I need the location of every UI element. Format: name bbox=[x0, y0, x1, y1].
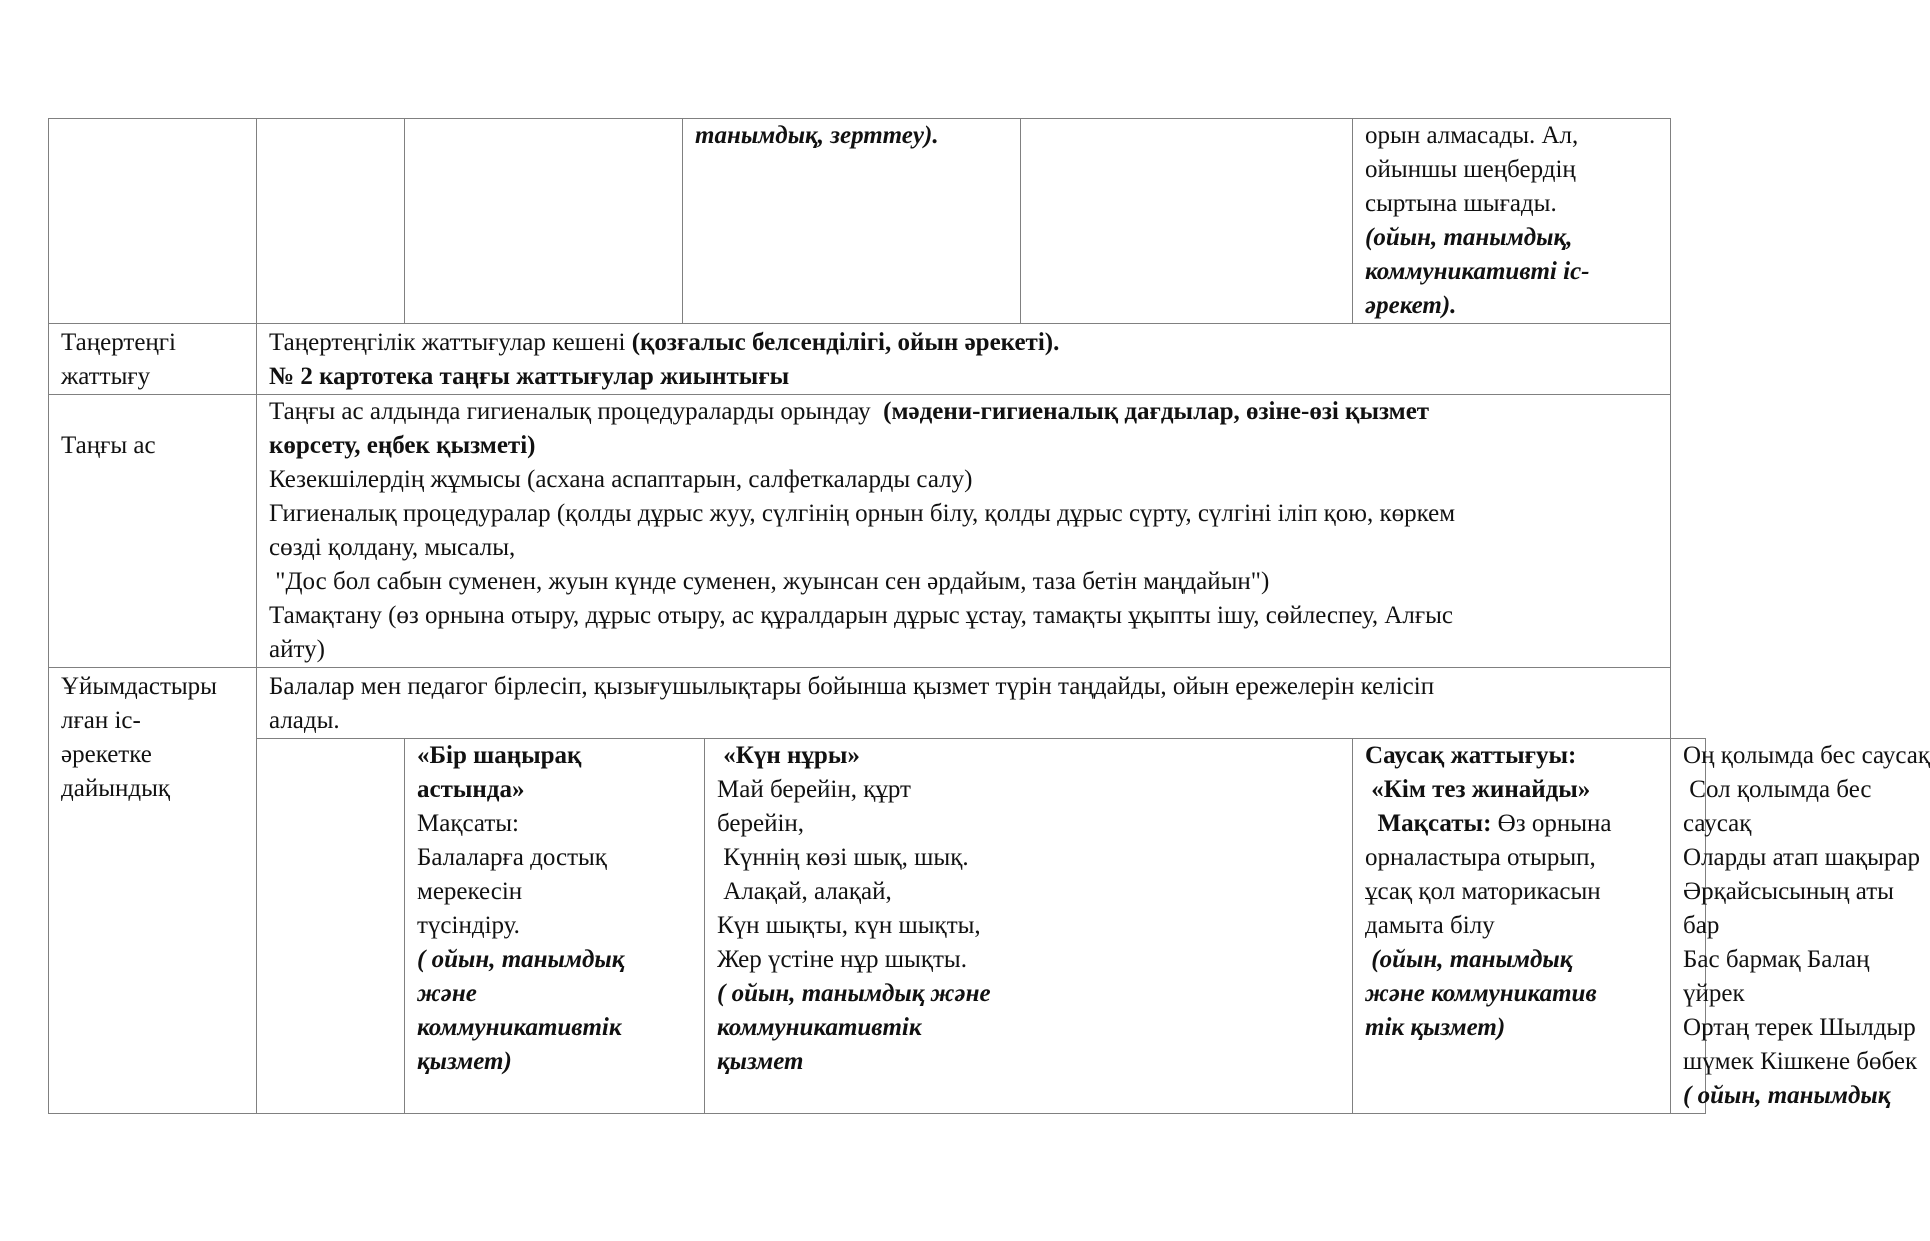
activity-title: Саусақ жаттығуы: bbox=[1365, 742, 1577, 769]
row-label-line: дайындық bbox=[61, 775, 171, 802]
activity-tag: ( ойын, танымдық bbox=[417, 946, 625, 973]
cell-morning-exercise bbox=[257, 324, 1671, 395]
table-row-morning-exercise bbox=[49, 324, 1706, 395]
activity-tag: коммуникативтік bbox=[717, 1014, 922, 1041]
activity-text: үйрек bbox=[1683, 980, 1745, 1007]
breakfast-text: Таңғы ас алдында гигиеналық процедураларды орындау bbox=[269, 398, 884, 425]
activity-title: астында» bbox=[417, 776, 525, 803]
schedule-table bbox=[48, 118, 1930, 1114]
activity-goal-line bbox=[1365, 807, 1658, 841]
activity-text: мерекесін bbox=[417, 878, 523, 905]
breakfast-tag: көрсету, еңбек қызметі) bbox=[269, 432, 536, 459]
activity-text: Балаларға достық bbox=[417, 844, 607, 871]
activity-tag: қызмет bbox=[717, 1048, 804, 1075]
activity-tag: (ойын, танымдық bbox=[1365, 946, 1573, 973]
activity-text: Сол қолымда бес bbox=[1683, 776, 1872, 803]
row-label-line: Таңғы ас bbox=[61, 432, 156, 459]
cell-activity-finger-rhyme bbox=[1671, 739, 1930, 1114]
cell-label-morning-exercise bbox=[49, 324, 257, 395]
row-label-line: әрекетке bbox=[61, 741, 152, 768]
activity-title: «Бір шаңырақ bbox=[417, 742, 582, 769]
table-row-continuation bbox=[49, 119, 1706, 324]
cell-label-preparation bbox=[49, 668, 257, 1114]
activity-text: Ортаң терек Шылдыр bbox=[1683, 1014, 1916, 1041]
activity-text: Әрқайсысының аты bbox=[1683, 878, 1894, 905]
activity-tag: және коммуникатив bbox=[1365, 980, 1597, 1007]
activity-text: Оларды атап шақырар bbox=[1683, 844, 1921, 871]
game-rules-line: ойыншы шеңбердің bbox=[1365, 156, 1576, 183]
game-rules-tag: коммуникативті іс- bbox=[1365, 258, 1590, 285]
morning-exercise-text: Таңертеңгілік жаттығулар кешені bbox=[269, 329, 632, 356]
table-row-preparation-intro bbox=[49, 668, 1706, 739]
preparation-intro-text: Балалар мен педагог бірлесіп, қызығушылықтары бойынша қызмет түрін таңдайды, ойын ережелерін келісіп bbox=[269, 673, 1435, 700]
activity-text: Күн шықты, күн шықты, bbox=[717, 912, 981, 939]
activity-text: саусақ bbox=[1683, 810, 1752, 837]
activity-text: Оң қолымда бес саусақ bbox=[1683, 742, 1930, 769]
activity-text: ұсақ қол маторикасын bbox=[1365, 878, 1601, 905]
game-rules-tag: әрекет). bbox=[1365, 292, 1457, 319]
row-label-line: Таңертеңгі bbox=[61, 329, 176, 356]
row-label-line: Ұйымдастыры bbox=[61, 673, 217, 700]
activity-text: Өз орнына bbox=[1491, 810, 1612, 837]
cell-activity-kun-nury bbox=[705, 739, 1353, 1114]
activity-text: түсіндіру. bbox=[417, 912, 520, 939]
cell-label-breakfast bbox=[49, 395, 257, 668]
activity-text: Жер үстіне нұр шықты. bbox=[717, 946, 967, 973]
activity-tag: қызмет) bbox=[417, 1048, 512, 1075]
cell-empty bbox=[1021, 119, 1353, 324]
activity-tag: ( ойын, танымдық bbox=[1683, 1082, 1891, 1109]
activity-tag: коммуникативтік bbox=[417, 1014, 622, 1041]
cell-empty bbox=[257, 739, 405, 1114]
breakfast-text: айту) bbox=[269, 636, 325, 663]
activity-title: «Күн нұры» bbox=[717, 742, 860, 769]
game-rules-line: сыртына шығады. bbox=[1365, 190, 1557, 217]
activity-text: дамыта білу bbox=[1365, 912, 1495, 939]
activity-title: «Кім тез жинайды» bbox=[1365, 776, 1591, 803]
cell-activity-note bbox=[683, 119, 1021, 324]
activity-tag: және bbox=[417, 980, 477, 1007]
breakfast-text: "Дос бол сабын суменен, жуын күнде суменен, жуынсан сен әрдайым, таза бетін маңдайын") bbox=[269, 568, 1270, 595]
cell-label-empty bbox=[49, 119, 257, 324]
breakfast-tag: (мәдени-гигиеналық дағдылар, өзіне-өзі қызмет bbox=[883, 398, 1430, 425]
activity-text: Бас бармақ Балаң bbox=[1683, 946, 1870, 973]
activity-text: бар bbox=[1683, 912, 1720, 939]
breakfast-text: Кезекшілердің жұмысы (асхана аспаптарын, салфеткаларды салу) bbox=[269, 466, 973, 493]
cell-game-rules bbox=[1353, 119, 1671, 324]
activity-text: шүмек Кішкене бөбек bbox=[1683, 1048, 1918, 1075]
table-row-preparation-activities bbox=[49, 739, 1706, 1114]
activity-tag: тік қызмет) bbox=[1365, 1014, 1506, 1041]
activity-text: Май берейін, құрт bbox=[717, 776, 911, 803]
game-rules-tag: (ойын, танымдық, bbox=[1365, 224, 1573, 251]
activity-tag: ( ойын, танымдық және bbox=[717, 980, 991, 1007]
activity-text: Мақсаты: bbox=[417, 810, 519, 837]
activity-text: Алақай, алақай, bbox=[717, 878, 892, 905]
breakfast-text: Гигиеналық процедуралар (қолды дұрыс жуу, сүлгінің орнын білу, қолды дұрыс сүрту, сүлгіні іліп қою, көркем bbox=[269, 500, 1456, 527]
activity-text: берейін, bbox=[717, 810, 805, 837]
morning-exercise-cardfile: № 2 картотека таңғы жаттығулар жиынтығы bbox=[269, 363, 790, 390]
morning-exercise-line bbox=[269, 326, 1658, 360]
cell-breakfast bbox=[257, 395, 1671, 668]
table-row-breakfast bbox=[49, 395, 1706, 668]
breakfast-text: Тамақтану (өз орнына отыру, дұрыс отыру, ас құралдарын дұрыс ұстау, тамақты ұқыпты ішу, сөйлеспеу, Алғыс bbox=[269, 602, 1454, 629]
preparation-intro-text: алады. bbox=[269, 707, 340, 734]
activity-goal-label: Мақсаты: bbox=[1365, 810, 1492, 837]
activity-text: орналастыра отырып, bbox=[1365, 844, 1596, 871]
row-label-line: лған іс- bbox=[61, 707, 141, 734]
activity-text: Күннің көзі шық, шық. bbox=[717, 844, 969, 871]
cell-empty bbox=[405, 119, 683, 324]
cell-empty bbox=[257, 119, 405, 324]
activity-note-text: танымдық, зерттеу). bbox=[695, 122, 939, 149]
breakfast-line bbox=[269, 395, 1658, 429]
breakfast-text: сөзді қолдану, мысалы, bbox=[269, 534, 516, 561]
morning-exercise-tag: (қозғалыс белсенділігі, ойын әрекеті). bbox=[631, 329, 1060, 356]
row-label-line: жаттығу bbox=[61, 363, 151, 390]
cell-activity-finger-exercise bbox=[1353, 739, 1671, 1114]
game-rules-line: орын алмасады. Ал, bbox=[1365, 122, 1579, 149]
cell-activity-shanyrak bbox=[405, 739, 705, 1114]
cell-preparation-intro bbox=[257, 668, 1671, 739]
